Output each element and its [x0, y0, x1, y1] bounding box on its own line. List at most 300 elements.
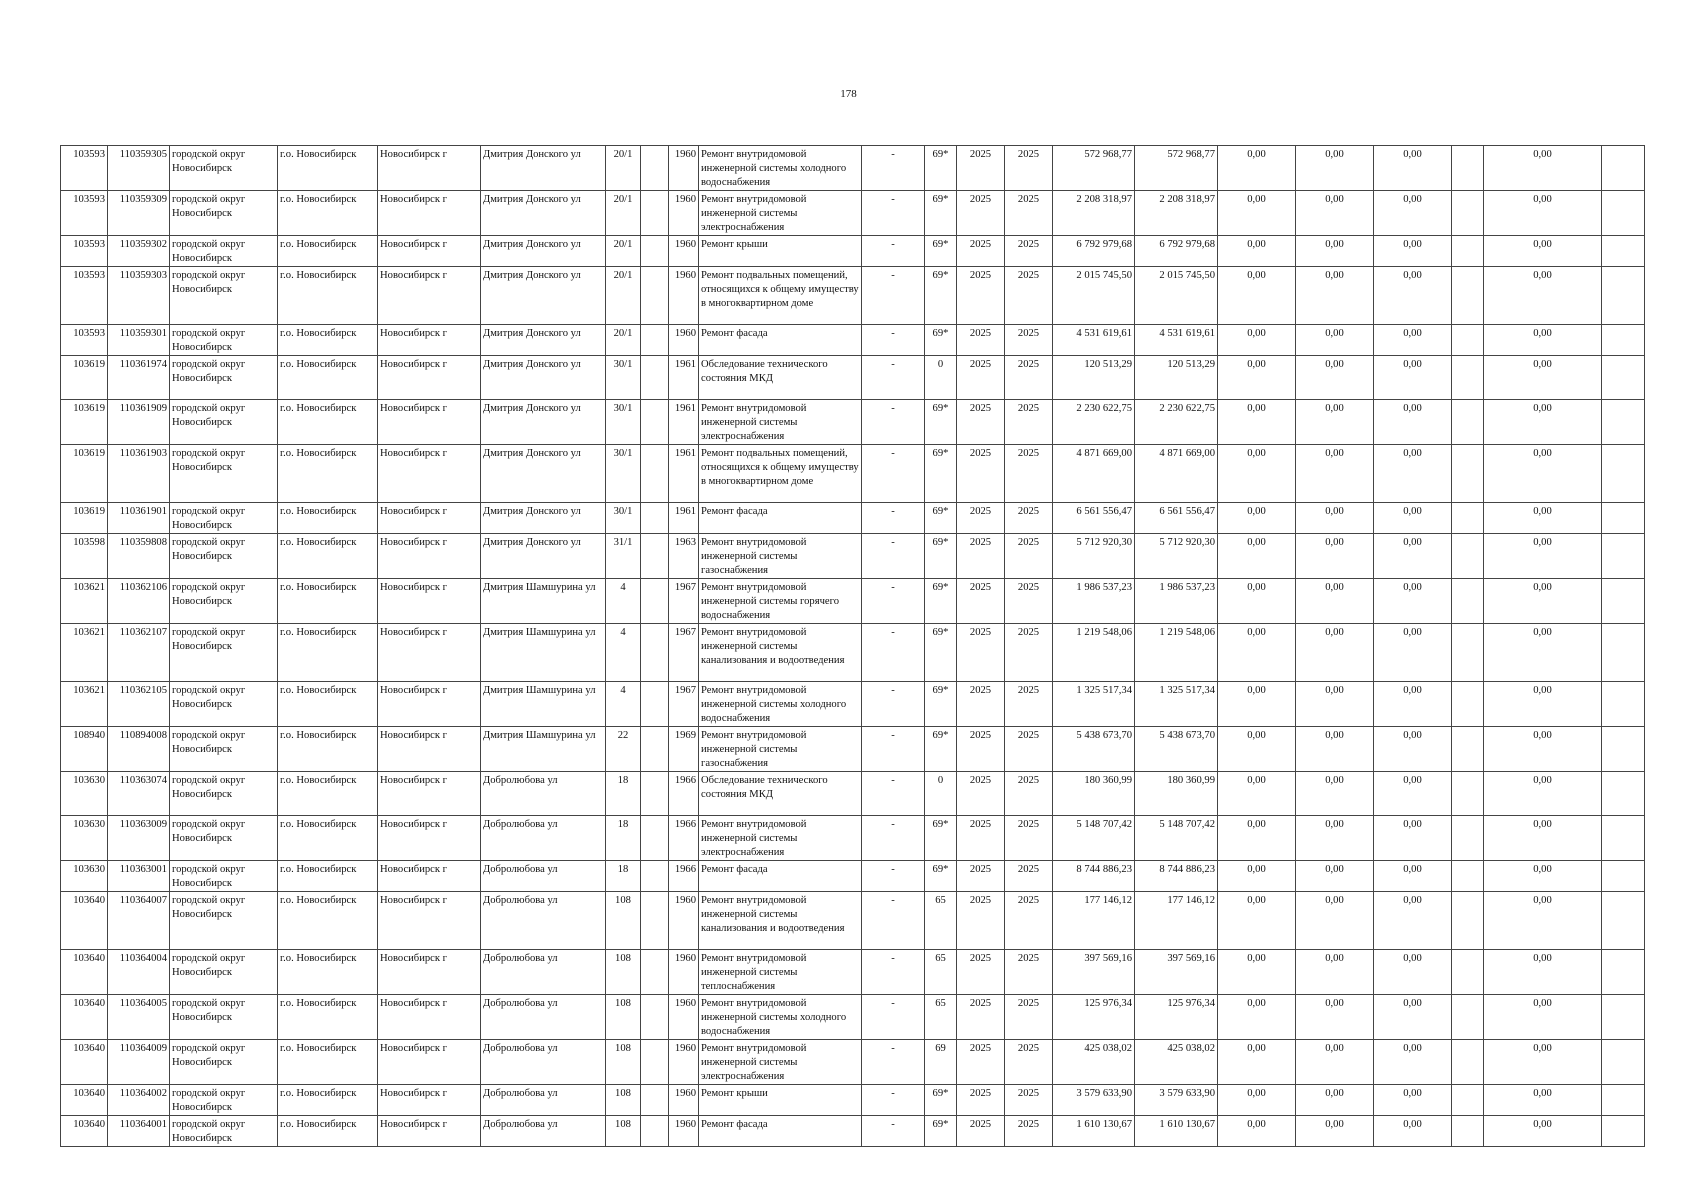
cell-house-number: 20/1 [606, 325, 641, 356]
cell-build-year: 1960 [669, 1040, 699, 1085]
cell-note [1602, 892, 1645, 950]
cell-building [641, 682, 669, 727]
cell-house-id: 103640 [61, 1085, 108, 1116]
cell-house-number: 30/1 [606, 356, 641, 400]
cell-unit: - [862, 682, 925, 727]
cell-cost-total: 1 325 517,34 [1053, 682, 1135, 727]
cell-locality: Новосибирск г [378, 534, 481, 579]
cell-cost-local: 0,00 [1374, 1116, 1452, 1147]
cell-cost-federal: 0,00 [1218, 1116, 1296, 1147]
cell-work-id: 110359305 [108, 146, 170, 191]
cell-district: г.о. Новосибирск [278, 861, 378, 892]
table-row [61, 579, 1645, 624]
cell-cost-owners: 0,00 [1484, 146, 1602, 191]
cell-cost-regional: 0,00 [1296, 727, 1374, 772]
cell-unit: - [862, 995, 925, 1040]
cell-building [641, 1040, 669, 1085]
cell-cost-federal: 0,00 [1218, 236, 1296, 267]
cell-extra [1452, 772, 1484, 816]
cell-depreciation: 69* [925, 816, 957, 861]
cell-street: Добролюбова ул [481, 772, 606, 816]
cell-extra [1452, 1116, 1484, 1147]
cell-work-type: Ремонт фасада [699, 1116, 862, 1147]
cell-district: г.о. Новосибирск [278, 146, 378, 191]
cell-house-id: 103619 [61, 503, 108, 534]
cell-cost-fund: 425 038,02 [1135, 1040, 1218, 1085]
cell-house-id: 103593 [61, 325, 108, 356]
cell-build-year: 1960 [669, 1116, 699, 1147]
cell-build-year: 1967 [669, 682, 699, 727]
cell-plan-year-start: 2025 [957, 236, 1005, 267]
cell-house-id: 103593 [61, 236, 108, 267]
cell-cost-regional: 0,00 [1296, 1040, 1374, 1085]
cell-depreciation: 69* [925, 236, 957, 267]
cell-cost-fund: 2 208 318,97 [1135, 191, 1218, 236]
cell-depreciation: 69* [925, 579, 957, 624]
cell-house-id: 103640 [61, 995, 108, 1040]
cell-house-id: 103593 [61, 267, 108, 325]
cell-extra [1452, 624, 1484, 682]
cell-cost-fund: 5 712 920,30 [1135, 534, 1218, 579]
cell-cost-regional: 0,00 [1296, 191, 1374, 236]
cell-locality: Новосибирск г [378, 356, 481, 400]
cell-work-type: Ремонт подвальных помещений, относящихся к общему имуществу в многоквартирном доме [699, 267, 862, 325]
cell-note [1602, 191, 1645, 236]
cell-district: г.о. Новосибирск [278, 772, 378, 816]
cell-cost-fund: 3 579 633,90 [1135, 1085, 1218, 1116]
cell-plan-year-end: 2025 [1005, 816, 1053, 861]
cell-cost-fund: 1 610 130,67 [1135, 1116, 1218, 1147]
cell-plan-year-start: 2025 [957, 534, 1005, 579]
cell-municipality: городской округ Новосибирск [170, 950, 278, 995]
cell-house-number: 108 [606, 1085, 641, 1116]
cell-building [641, 950, 669, 995]
cell-cost-regional: 0,00 [1296, 861, 1374, 892]
cell-cost-regional: 0,00 [1296, 772, 1374, 816]
cell-house-id: 103640 [61, 1040, 108, 1085]
table-row [61, 400, 1645, 445]
cell-cost-total: 4 531 619,61 [1053, 325, 1135, 356]
cell-work-type: Ремонт подвальных помещений, относящихся к общему имуществу в многоквартирном доме [699, 445, 862, 503]
cell-cost-total: 572 968,77 [1053, 146, 1135, 191]
cell-cost-federal: 0,00 [1218, 325, 1296, 356]
cell-district: г.о. Новосибирск [278, 1085, 378, 1116]
cell-work-type: Ремонт внутридомовой инженерной системы электроснабжения [699, 400, 862, 445]
cell-unit: - [862, 1040, 925, 1085]
repair-register-table [60, 145, 1645, 1147]
cell-house-id: 103640 [61, 950, 108, 995]
cell-plan-year-start: 2025 [957, 267, 1005, 325]
cell-work-id: 110363009 [108, 816, 170, 861]
cell-note [1602, 445, 1645, 503]
cell-plan-year-start: 2025 [957, 995, 1005, 1040]
cell-depreciation: 69* [925, 861, 957, 892]
cell-district: г.о. Новосибирск [278, 445, 378, 503]
cell-work-id: 110359808 [108, 534, 170, 579]
cell-cost-fund: 177 146,12 [1135, 892, 1218, 950]
cell-plan-year-end: 2025 [1005, 950, 1053, 995]
cell-work-id: 110363001 [108, 861, 170, 892]
cell-cost-local: 0,00 [1374, 950, 1452, 995]
table-row [61, 503, 1645, 534]
cell-locality: Новосибирск г [378, 325, 481, 356]
cell-cost-regional: 0,00 [1296, 267, 1374, 325]
cell-build-year: 1960 [669, 995, 699, 1040]
cell-build-year: 1967 [669, 624, 699, 682]
cell-plan-year-end: 2025 [1005, 236, 1053, 267]
cell-build-year: 1961 [669, 445, 699, 503]
cell-cost-fund: 4 871 669,00 [1135, 445, 1218, 503]
cell-cost-federal: 0,00 [1218, 445, 1296, 503]
cell-unit: - [862, 892, 925, 950]
cell-locality: Новосибирск г [378, 861, 481, 892]
cell-house-number: 20/1 [606, 146, 641, 191]
cell-unit: - [862, 624, 925, 682]
cell-house-id: 103598 [61, 534, 108, 579]
cell-plan-year-end: 2025 [1005, 772, 1053, 816]
table-row [61, 445, 1645, 503]
cell-plan-year-end: 2025 [1005, 267, 1053, 325]
cell-plan-year-end: 2025 [1005, 1116, 1053, 1147]
cell-street: Дмитрия Шамшурина ул [481, 682, 606, 727]
cell-cost-federal: 0,00 [1218, 772, 1296, 816]
cell-street: Дмитрия Шамшурина ул [481, 727, 606, 772]
cell-municipality: городской округ Новосибирск [170, 445, 278, 503]
cell-work-id: 110359303 [108, 267, 170, 325]
cell-locality: Новосибирск г [378, 995, 481, 1040]
cell-locality: Новосибирск г [378, 624, 481, 682]
cell-house-number: 18 [606, 816, 641, 861]
cell-cost-local: 0,00 [1374, 727, 1452, 772]
cell-street: Дмитрия Донского ул [481, 445, 606, 503]
cell-building [641, 356, 669, 400]
cell-cost-local: 0,00 [1374, 579, 1452, 624]
cell-extra [1452, 861, 1484, 892]
cell-cost-owners: 0,00 [1484, 727, 1602, 772]
cell-house-number: 20/1 [606, 191, 641, 236]
cell-cost-owners: 0,00 [1484, 892, 1602, 950]
cell-cost-regional: 0,00 [1296, 892, 1374, 950]
table-row [61, 727, 1645, 772]
cell-street: Дмитрия Шамшурина ул [481, 624, 606, 682]
cell-work-id: 110894008 [108, 727, 170, 772]
cell-note [1602, 267, 1645, 325]
cell-cost-local: 0,00 [1374, 624, 1452, 682]
cell-cost-owners: 0,00 [1484, 1116, 1602, 1147]
cell-cost-local: 0,00 [1374, 816, 1452, 861]
cell-depreciation: 69* [925, 682, 957, 727]
cell-locality: Новосибирск г [378, 191, 481, 236]
cell-house-id: 103593 [61, 191, 108, 236]
table-row [61, 624, 1645, 682]
cell-house-number: 4 [606, 579, 641, 624]
cell-cost-owners: 0,00 [1484, 534, 1602, 579]
cell-cost-local: 0,00 [1374, 534, 1452, 579]
cell-cost-total: 4 871 669,00 [1053, 445, 1135, 503]
cell-municipality: городской округ Новосибирск [170, 892, 278, 950]
cell-district: г.о. Новосибирск [278, 727, 378, 772]
cell-work-type: Ремонт внутридомовой инженерной системы газоснабжения [699, 727, 862, 772]
cell-work-id: 110364007 [108, 892, 170, 950]
cell-unit: - [862, 146, 925, 191]
cell-cost-fund: 180 360,99 [1135, 772, 1218, 816]
table-row [61, 1116, 1645, 1147]
cell-build-year: 1961 [669, 400, 699, 445]
cell-district: г.о. Новосибирск [278, 682, 378, 727]
cell-cost-fund: 2 230 622,75 [1135, 400, 1218, 445]
cell-cost-total: 2 230 622,75 [1053, 400, 1135, 445]
cell-depreciation: 69* [925, 400, 957, 445]
cell-work-id: 110364001 [108, 1116, 170, 1147]
cell-house-id: 103630 [61, 861, 108, 892]
cell-cost-federal: 0,00 [1218, 191, 1296, 236]
cell-build-year: 1966 [669, 861, 699, 892]
cell-cost-regional: 0,00 [1296, 816, 1374, 861]
cell-depreciation: 65 [925, 995, 957, 1040]
cell-plan-year-start: 2025 [957, 325, 1005, 356]
cell-street: Дмитрия Донского ул [481, 534, 606, 579]
cell-build-year: 1966 [669, 816, 699, 861]
cell-district: г.о. Новосибирск [278, 995, 378, 1040]
cell-municipality: городской округ Новосибирск [170, 503, 278, 534]
cell-cost-fund: 1 219 548,06 [1135, 624, 1218, 682]
cell-cost-regional: 0,00 [1296, 682, 1374, 727]
cell-plan-year-end: 2025 [1005, 995, 1053, 1040]
cell-cost-total: 1 610 130,67 [1053, 1116, 1135, 1147]
cell-house-id: 103619 [61, 400, 108, 445]
cell-note [1602, 1040, 1645, 1085]
cell-plan-year-end: 2025 [1005, 325, 1053, 356]
cell-unit: - [862, 236, 925, 267]
cell-district: г.о. Новосибирск [278, 1116, 378, 1147]
cell-note [1602, 579, 1645, 624]
cell-note [1602, 995, 1645, 1040]
cell-plan-year-end: 2025 [1005, 624, 1053, 682]
cell-extra [1452, 267, 1484, 325]
cell-note [1602, 236, 1645, 267]
cell-house-number: 4 [606, 624, 641, 682]
cell-house-number: 108 [606, 950, 641, 995]
cell-municipality: городской округ Новосибирск [170, 325, 278, 356]
cell-building [641, 236, 669, 267]
cell-work-type: Ремонт внутридомовой инженерной системы электроснабжения [699, 191, 862, 236]
cell-cost-local: 0,00 [1374, 325, 1452, 356]
cell-building [641, 534, 669, 579]
cell-house-number: 31/1 [606, 534, 641, 579]
cell-cost-fund: 6 561 556,47 [1135, 503, 1218, 534]
cell-cost-local: 0,00 [1374, 1040, 1452, 1085]
cell-cost-local: 0,00 [1374, 356, 1452, 400]
cell-work-type: Обследование технического состояния МКД [699, 356, 862, 400]
cell-plan-year-end: 2025 [1005, 1085, 1053, 1116]
cell-house-id: 103619 [61, 356, 108, 400]
cell-cost-local: 0,00 [1374, 772, 1452, 816]
cell-plan-year-start: 2025 [957, 445, 1005, 503]
cell-plan-year-start: 2025 [957, 1085, 1005, 1116]
cell-note [1602, 727, 1645, 772]
cell-work-id: 110359309 [108, 191, 170, 236]
cell-depreciation: 65 [925, 950, 957, 995]
cell-cost-federal: 0,00 [1218, 579, 1296, 624]
cell-municipality: городской округ Новосибирск [170, 579, 278, 624]
cell-district: г.о. Новосибирск [278, 579, 378, 624]
cell-cost-local: 0,00 [1374, 191, 1452, 236]
cell-municipality: городской округ Новосибирск [170, 1040, 278, 1085]
cell-note [1602, 1116, 1645, 1147]
table-row [61, 191, 1645, 236]
cell-cost-fund: 5 438 673,70 [1135, 727, 1218, 772]
cell-municipality: городской округ Новосибирск [170, 1085, 278, 1116]
cell-depreciation: 69* [925, 325, 957, 356]
cell-municipality: городской округ Новосибирск [170, 624, 278, 682]
cell-note [1602, 400, 1645, 445]
cell-plan-year-end: 2025 [1005, 503, 1053, 534]
cell-cost-owners: 0,00 [1484, 191, 1602, 236]
cell-cost-owners: 0,00 [1484, 624, 1602, 682]
cell-build-year: 1961 [669, 356, 699, 400]
cell-build-year: 1967 [669, 579, 699, 624]
cell-cost-fund: 2 015 745,50 [1135, 267, 1218, 325]
cell-work-id: 110361974 [108, 356, 170, 400]
cell-plan-year-end: 2025 [1005, 400, 1053, 445]
cell-build-year: 1960 [669, 325, 699, 356]
cell-cost-fund: 6 792 979,68 [1135, 236, 1218, 267]
cell-municipality: городской округ Новосибирск [170, 995, 278, 1040]
cell-cost-total: 180 360,99 [1053, 772, 1135, 816]
cell-cost-regional: 0,00 [1296, 1116, 1374, 1147]
cell-cost-regional: 0,00 [1296, 1085, 1374, 1116]
cell-note [1602, 534, 1645, 579]
cell-street: Дмитрия Донского ул [481, 400, 606, 445]
cell-work-type: Ремонт внутридомовой инженерной системы электроснабжения [699, 1040, 862, 1085]
table-row [61, 772, 1645, 816]
cell-work-type: Ремонт внутридомовой инженерной системы холодного водоснабжения [699, 682, 862, 727]
cell-house-id: 103593 [61, 146, 108, 191]
cell-cost-total: 177 146,12 [1053, 892, 1135, 950]
cell-cost-regional: 0,00 [1296, 146, 1374, 191]
cell-plan-year-end: 2025 [1005, 579, 1053, 624]
cell-house-id: 103619 [61, 445, 108, 503]
cell-cost-fund: 120 513,29 [1135, 356, 1218, 400]
cell-cost-owners: 0,00 [1484, 445, 1602, 503]
cell-cost-owners: 0,00 [1484, 236, 1602, 267]
cell-note [1602, 816, 1645, 861]
cell-locality: Новосибирск г [378, 727, 481, 772]
cell-house-number: 22 [606, 727, 641, 772]
cell-street: Добролюбова ул [481, 995, 606, 1040]
cell-locality: Новосибирск г [378, 445, 481, 503]
cell-note [1602, 503, 1645, 534]
cell-cost-local: 0,00 [1374, 995, 1452, 1040]
cell-extra [1452, 445, 1484, 503]
cell-plan-year-end: 2025 [1005, 682, 1053, 727]
cell-build-year: 1969 [669, 727, 699, 772]
table-row [61, 861, 1645, 892]
cell-work-type: Ремонт внутридомовой инженерной системы теплоснабжения [699, 950, 862, 995]
cell-depreciation: 69* [925, 503, 957, 534]
cell-street: Дмитрия Донского ул [481, 267, 606, 325]
cell-plan-year-start: 2025 [957, 772, 1005, 816]
cell-depreciation: 69* [925, 267, 957, 325]
cell-building [641, 816, 669, 861]
cell-note [1602, 861, 1645, 892]
cell-plan-year-start: 2025 [957, 1040, 1005, 1085]
cell-locality: Новосибирск г [378, 892, 481, 950]
cell-plan-year-start: 2025 [957, 146, 1005, 191]
cell-cost-owners: 0,00 [1484, 995, 1602, 1040]
cell-plan-year-end: 2025 [1005, 861, 1053, 892]
cell-cost-federal: 0,00 [1218, 1040, 1296, 1085]
cell-cost-federal: 0,00 [1218, 503, 1296, 534]
cell-plan-year-start: 2025 [957, 861, 1005, 892]
cell-street: Дмитрия Донского ул [481, 503, 606, 534]
cell-cost-owners: 0,00 [1484, 325, 1602, 356]
cell-cost-federal: 0,00 [1218, 267, 1296, 325]
cell-work-type: Ремонт фасада [699, 503, 862, 534]
cell-cost-total: 2 015 745,50 [1053, 267, 1135, 325]
cell-cost-fund: 1 986 537,23 [1135, 579, 1218, 624]
table-row [61, 950, 1645, 995]
cell-unit: - [862, 191, 925, 236]
cell-plan-year-end: 2025 [1005, 534, 1053, 579]
cell-unit: - [862, 579, 925, 624]
cell-plan-year-start: 2025 [957, 624, 1005, 682]
cell-cost-federal: 0,00 [1218, 356, 1296, 400]
cell-cost-local: 0,00 [1374, 267, 1452, 325]
cell-plan-year-start: 2025 [957, 682, 1005, 727]
cell-street: Дмитрия Донского ул [481, 325, 606, 356]
cell-building [641, 892, 669, 950]
cell-plan-year-start: 2025 [957, 892, 1005, 950]
cell-building [641, 772, 669, 816]
cell-build-year: 1963 [669, 534, 699, 579]
cell-cost-regional: 0,00 [1296, 503, 1374, 534]
cell-cost-local: 0,00 [1374, 400, 1452, 445]
cell-extra [1452, 325, 1484, 356]
cell-locality: Новосибирск г [378, 816, 481, 861]
cell-cost-owners: 0,00 [1484, 682, 1602, 727]
cell-building [641, 146, 669, 191]
cell-note [1602, 950, 1645, 995]
cell-cost-owners: 0,00 [1484, 356, 1602, 400]
cell-extra [1452, 191, 1484, 236]
cell-plan-year-start: 2025 [957, 400, 1005, 445]
cell-house-number: 18 [606, 861, 641, 892]
cell-note [1602, 1085, 1645, 1116]
cell-depreciation: 69* [925, 191, 957, 236]
cell-plan-year-end: 2025 [1005, 1040, 1053, 1085]
table-row [61, 236, 1645, 267]
table-row [61, 892, 1645, 950]
cell-municipality: городской округ Новосибирск [170, 534, 278, 579]
cell-cost-fund: 1 325 517,34 [1135, 682, 1218, 727]
cell-locality: Новосибирск г [378, 1116, 481, 1147]
cell-cost-federal: 0,00 [1218, 861, 1296, 892]
cell-street: Добролюбова ул [481, 816, 606, 861]
cell-building [641, 503, 669, 534]
cell-work-type: Ремонт внутридомовой инженерной системы канализования и водоотведения [699, 624, 862, 682]
cell-unit: - [862, 772, 925, 816]
cell-unit: - [862, 861, 925, 892]
cell-building [641, 861, 669, 892]
cell-locality: Новосибирск г [378, 682, 481, 727]
cell-work-id: 110362106 [108, 579, 170, 624]
cell-district: г.о. Новосибирск [278, 950, 378, 995]
cell-cost-regional: 0,00 [1296, 534, 1374, 579]
cell-unit: - [862, 1116, 925, 1147]
cell-locality: Новосибирск г [378, 267, 481, 325]
cell-cost-fund: 397 569,16 [1135, 950, 1218, 995]
